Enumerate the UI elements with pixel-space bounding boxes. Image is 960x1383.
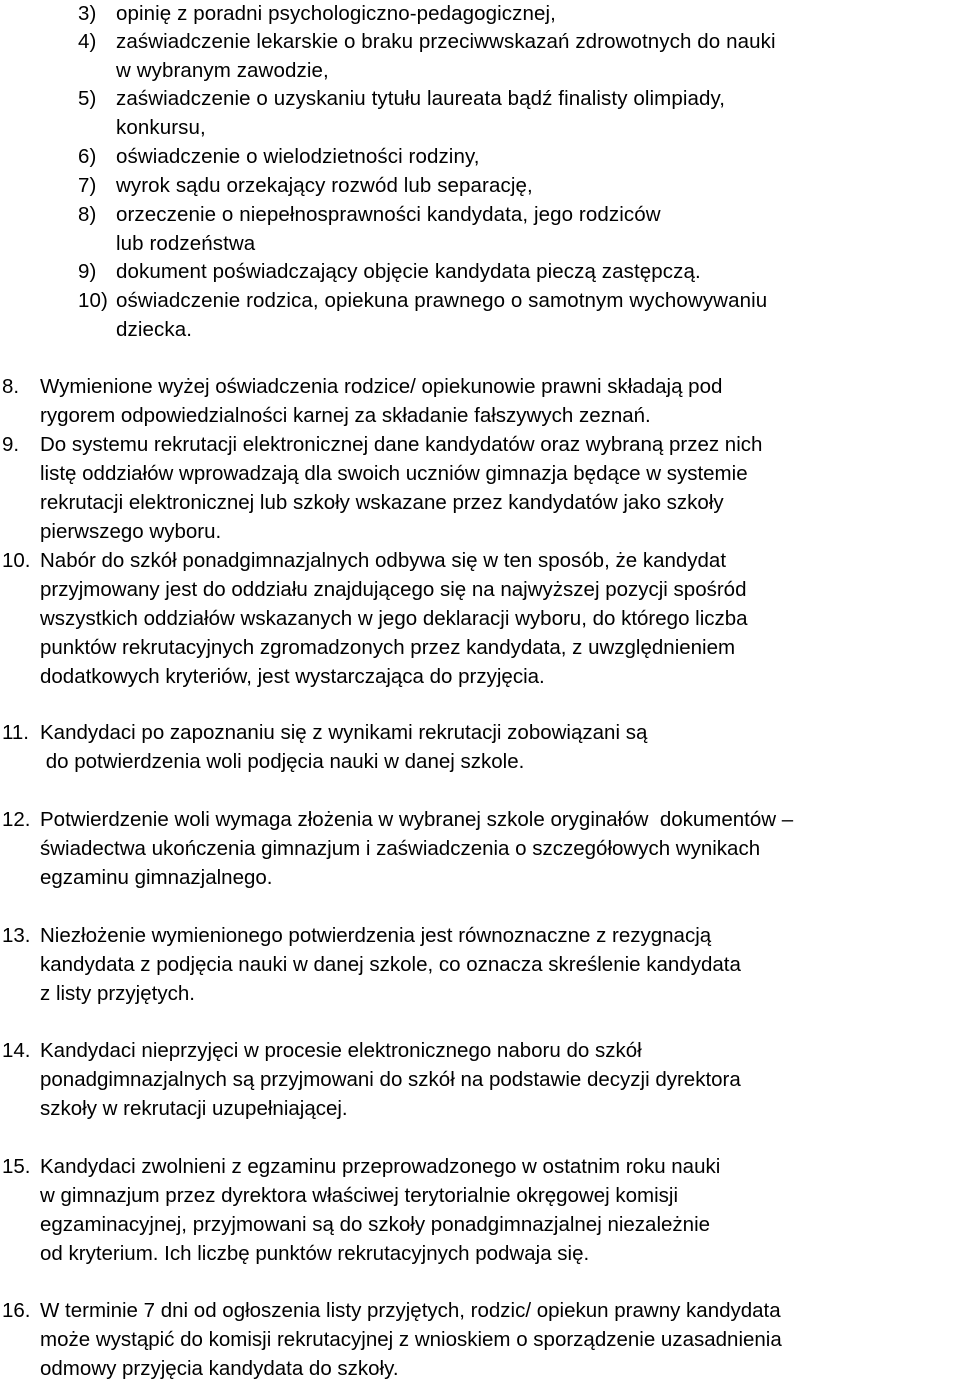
sublist-item-text <box>116 142 946 171</box>
text-line: punktów rekrutacyjnych zgromadzonych przez kandydata, z uwzględnieniem <box>40 636 736 659</box>
paragraph-text <box>40 718 955 776</box>
text-line: ponadgimnazjalnych są przyjmowani do szkół na podstawie decyzji dyrektora <box>40 1068 741 1091</box>
paragraph-text <box>40 546 955 691</box>
sublist-item-number: 4) <box>78 30 97 53</box>
text-line: rekrutacji elektronicznej lub szkoły wskazane przez kandydatów jako szkoły <box>40 491 724 514</box>
text-line: opinię z poradni psychologiczno-pedagogicznej, <box>116 2 556 25</box>
sublist-item-number: 6) <box>78 145 97 168</box>
text-line: listę oddziałów wprowadzają dla swoich uczniów gimnazja będące w systemie <box>40 462 748 485</box>
text-line: dziecka. <box>116 318 193 341</box>
text-line: Kandydaci nieprzyjęci w procesie elektronicznego naboru do szkół <box>40 1039 642 1062</box>
sublist-item-number: 7) <box>78 174 97 197</box>
text-line: Nabór do szkół ponadgimnazjalnych odbywa się w ten sposób, że kandydat <box>40 549 727 572</box>
paragraph-text <box>40 805 955 892</box>
paragraph-text <box>40 1036 955 1123</box>
paragraph-number: 13. <box>2 924 31 947</box>
paragraph-text <box>40 921 955 1008</box>
text-line: egzaminu gimnazjalnego. <box>40 866 273 889</box>
text-line: może wystąpić do komisji rekrutacyjnej z wnioskiem o sporządzenie uzasadnienia <box>40 1328 782 1351</box>
paragraph-text <box>40 430 955 546</box>
sublist-item-number: 10) <box>78 289 108 312</box>
text-line: wszystkich oddziałów wskazanych w jego deklaracji wyboru, do którego liczba <box>40 607 748 630</box>
paragraph-number: 16. <box>2 1299 31 1322</box>
text-line: Do systemu rekrutacji elektronicznej dane kandydatów oraz wybraną przez nich <box>40 433 763 456</box>
sublist-item-text <box>116 84 946 142</box>
text-line: Wymienione wyżej oświadczenia rodzice/ opiekunowie prawni składają pod <box>40 375 723 398</box>
sublist-item-text <box>116 257 946 286</box>
text-line: konkursu, <box>116 116 206 139</box>
paragraph-number: 9. <box>2 433 20 456</box>
paragraph-number: 14. <box>2 1039 31 1062</box>
text-line: Kandydaci po zapoznaniu się z wynikami rekrutacji zobowiązani są <box>40 721 648 744</box>
text-line: egzaminacyjnej, przyjmowani są do szkoły ponadgimnazjalnej niezależnie <box>40 1213 711 1236</box>
paragraph-text <box>40 1296 955 1383</box>
text-line: oświadczenie rodzica, opiekuna prawnego o samotnym wychowywaniu <box>116 289 768 312</box>
paragraph-number: 10. <box>2 549 31 572</box>
paragraph-text <box>40 372 955 430</box>
text-line: od kryterium. Ich liczbę punktów rekrutacyjnych podwaja się. <box>40 1242 590 1265</box>
paragraph-number: 15. <box>2 1155 31 1178</box>
sublist-item-number: 3) <box>78 2 97 25</box>
text-line: pierwszego wyboru. <box>40 520 222 543</box>
sublist-item-text <box>116 171 946 200</box>
paragraph-number: 12. <box>2 808 31 831</box>
text-line: dokument poświadczający objęcie kandydata pieczą zastępczą. <box>116 260 701 283</box>
text-line: zaświadczenie o uzyskaniu tytułu laureata bądź finalisty olimpiady, <box>116 87 726 110</box>
sublist-item-text <box>116 0 946 28</box>
text-line: rygorem odpowiedzialności karnej za składanie fałszywych zeznań. <box>40 404 651 427</box>
sublist-item-number: 8) <box>78 203 97 226</box>
text-line: Potwierdzenie woli wymaga złożenia w wybranej szkole oryginałów dokumentów – <box>40 808 794 831</box>
text-line: z listy przyjętych. <box>40 982 195 1005</box>
sublist-item-text <box>116 27 946 85</box>
sublist-item-number: 9) <box>78 260 97 283</box>
paragraph-number: 8. <box>2 375 20 398</box>
text-line: dodatkowych kryteriów, jest wystarczająca do przyjęcia. <box>40 665 545 688</box>
text-line: oświadczenie o wielodzietności rodziny, <box>116 145 480 168</box>
text-line: w wybranym zawodzie, <box>116 59 329 82</box>
text-line: do potwierdzenia woli podjęcia nauki w danej szkole. <box>40 750 525 773</box>
text-line: świadectwa ukończenia gimnazjum i zaświadczenia o szczegółowych wynikach <box>40 837 761 860</box>
text-line: odmowy przyjęcia kandydata do szkoły. <box>40 1357 399 1380</box>
text-line: lub rodzeństwa <box>116 232 256 255</box>
paragraph-number: 11. <box>2 721 29 744</box>
text-line: orzeczenie o niepełnosprawności kandydata, jego rodziców <box>116 203 661 226</box>
paragraph-text <box>40 1152 955 1268</box>
text-line: Kandydaci zwolnieni z egzaminu przeprowadzonego w ostatnim roku nauki <box>40 1155 721 1178</box>
text-line: W terminie 7 dni od ogłoszenia listy przyjętych, rodzic/ opiekun prawny kandydata <box>40 1299 781 1322</box>
text-line: kandydata z podjęcia nauki w danej szkole, co oznacza skreślenie kandydata <box>40 953 741 976</box>
sublist-item-text <box>116 286 946 344</box>
text-line: w gimnazjum przez dyrektora właściwej terytorialnie okręgowej komisji <box>40 1184 678 1207</box>
sublist-item-text <box>116 200 946 258</box>
text-line: szkoły w rekrutacji uzupełniającej. <box>40 1097 348 1120</box>
text-line: przyjmowany jest do oddziału znajdującego się na najwyższej pozycji spośród <box>40 578 747 601</box>
text-line: Niezłożenie wymienionego potwierdzenia jest równoznaczne z rezygnacją <box>40 924 712 947</box>
text-line: wyrok sądu orzekający rozwód lub separację, <box>116 174 533 197</box>
sublist-item-number: 5) <box>78 87 97 110</box>
text-line: zaświadczenie lekarskie o braku przeciwwskazań zdrowotnych do nauki <box>116 30 776 53</box>
